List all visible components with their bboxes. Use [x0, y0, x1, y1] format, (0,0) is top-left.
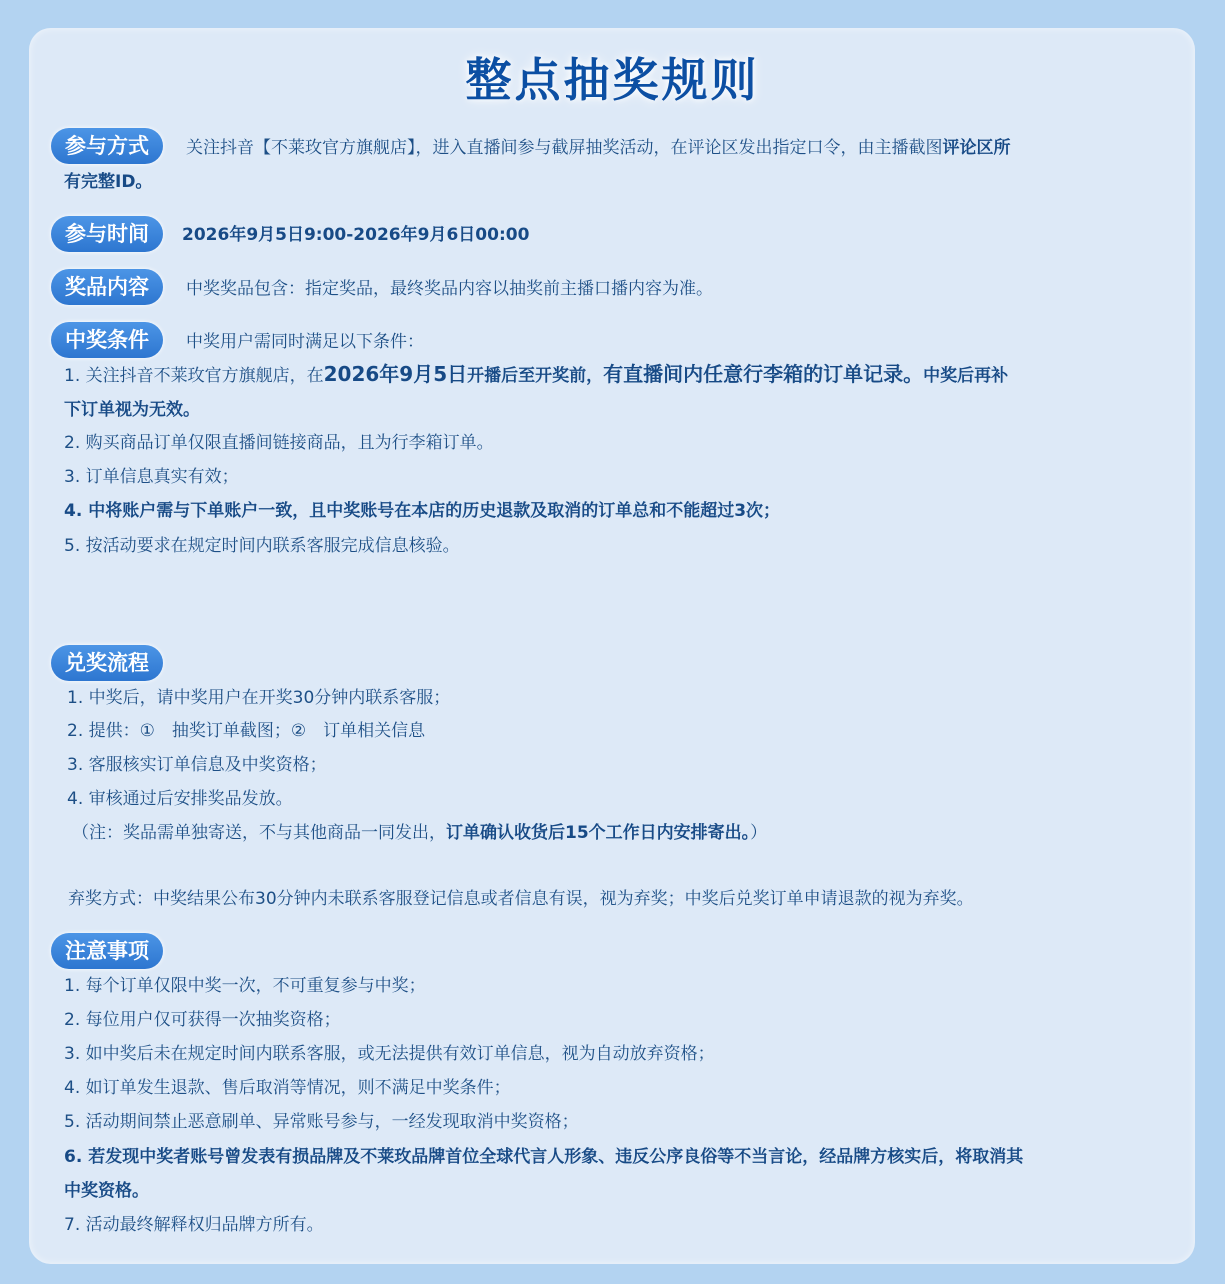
condition-3: 3. 订单信息真实有效； — [64, 467, 239, 487]
redeem-3: 3. 客服核实订单信息及中奖资格； — [67, 755, 327, 775]
participate-method-text-b: 评论区所 — [942, 138, 1011, 158]
redeem-note-c: ） — [750, 823, 768, 843]
page-title: 整点抽奖规则 — [465, 53, 760, 107]
condition-2: 2. 购买商品订单仅限直播间链接商品，且为行李箱订单。 — [64, 433, 494, 453]
note-3: 3. 如中奖后未在规定时间内联系客服，或无法提供有效订单信息，视为自动放弃资格； — [64, 1044, 715, 1064]
condition-1-d: 有直播间内任意行李箱的订单记录。 — [603, 362, 924, 386]
badge-participate-method: 参与方式 — [51, 128, 163, 164]
participate-time-text: 2026年9月5日9:00-2026年9月6日00:00 — [182, 225, 530, 245]
condition-1-a: 1. 关注抖音不莱玫官方旗舰店，在 — [64, 366, 324, 386]
note-7: 7. 活动最终解释权归品牌方所有。 — [64, 1215, 324, 1235]
note-6: 6. 若发现中奖者账号曾发表有损品牌及不莱玫品牌首位全球代言人形象、违反公序良俗等不当言论，经品牌方核实后，将取消其 — [64, 1147, 1024, 1167]
prize-text: 中奖奖品包含：指定奖品，最终奖品内容以抽奖前主播口播内容为准。 — [186, 279, 713, 299]
participate-method-text-a: 关注抖音【不莱玫官方旗舰店】，进入直播间参与截屏抽奖活动，在评论区发出指定口令，由主播截图 — [186, 138, 943, 158]
badge-redeem: 兑奖流程 — [51, 645, 163, 681]
note-2: 2. 每位用户仅可获得一次抽奖资格； — [64, 1010, 341, 1030]
redeem-1: 1. 中奖后，请中奖用户在开奖30分钟内联系客服； — [67, 688, 451, 708]
note-4: 4. 如订单发生退款、售后取消等情况，则不满足中奖条件； — [64, 1078, 511, 1098]
conditions-intro: 中奖用户需同时满足以下条件： — [186, 332, 424, 352]
condition-1-e: 中奖后再补 — [923, 366, 1009, 386]
note-5: 5. 活动期间禁止恶意刷单、异常账号参与，一经发现取消中奖资格； — [64, 1112, 579, 1132]
condition-1-f: 下订单视为无效。 — [64, 400, 200, 420]
badge-notes: 注意事项 — [51, 933, 163, 969]
note-1: 1. 每个订单仅限中奖一次，不可重复参与中奖； — [64, 976, 426, 996]
condition-5: 5. 按活动要求在规定时间内联系客服完成信息核验。 — [64, 536, 460, 556]
redeem-note-b: 订单确认收货后15个工作日内安排寄出。 — [446, 823, 751, 843]
condition-4: 4. 中将账户需与下单账户一致，且中奖账号在本店的历史退款及取消的订单总和不能超过3次； — [64, 501, 781, 521]
badge-prize: 奖品内容 — [51, 269, 163, 305]
redeem-note — [72, 821, 767, 845]
condition-1-date: 2026年9月5日 — [323, 362, 468, 386]
redeem-4: 4. 审核通过后安排奖品发放。 — [67, 789, 293, 809]
condition-1 — [64, 362, 1008, 388]
badge-participate-time: 参与时间 — [51, 216, 163, 252]
forfeit-text: 弃奖方式：中奖结果公布30分钟内未联系客服登记信息或者信息有误，视为弃奖；中奖后兑奖订单申请退款的视为弃奖。 — [68, 889, 974, 909]
participate-method-text-c: 有完整ID。 — [64, 172, 153, 192]
note-6-cont: 中奖资格。 — [64, 1181, 149, 1201]
redeem-note-a: （注：奖品需单独寄送，不与其他商品一同发出， — [72, 823, 446, 843]
participate-method-text — [186, 136, 1011, 160]
condition-1-c: 开播后至开奖前， — [467, 366, 604, 386]
redeem-2: 2. 提供：① 抽奖订单截图；② 订单相关信息 — [67, 721, 426, 741]
badge-conditions: 中奖条件 — [51, 322, 163, 358]
